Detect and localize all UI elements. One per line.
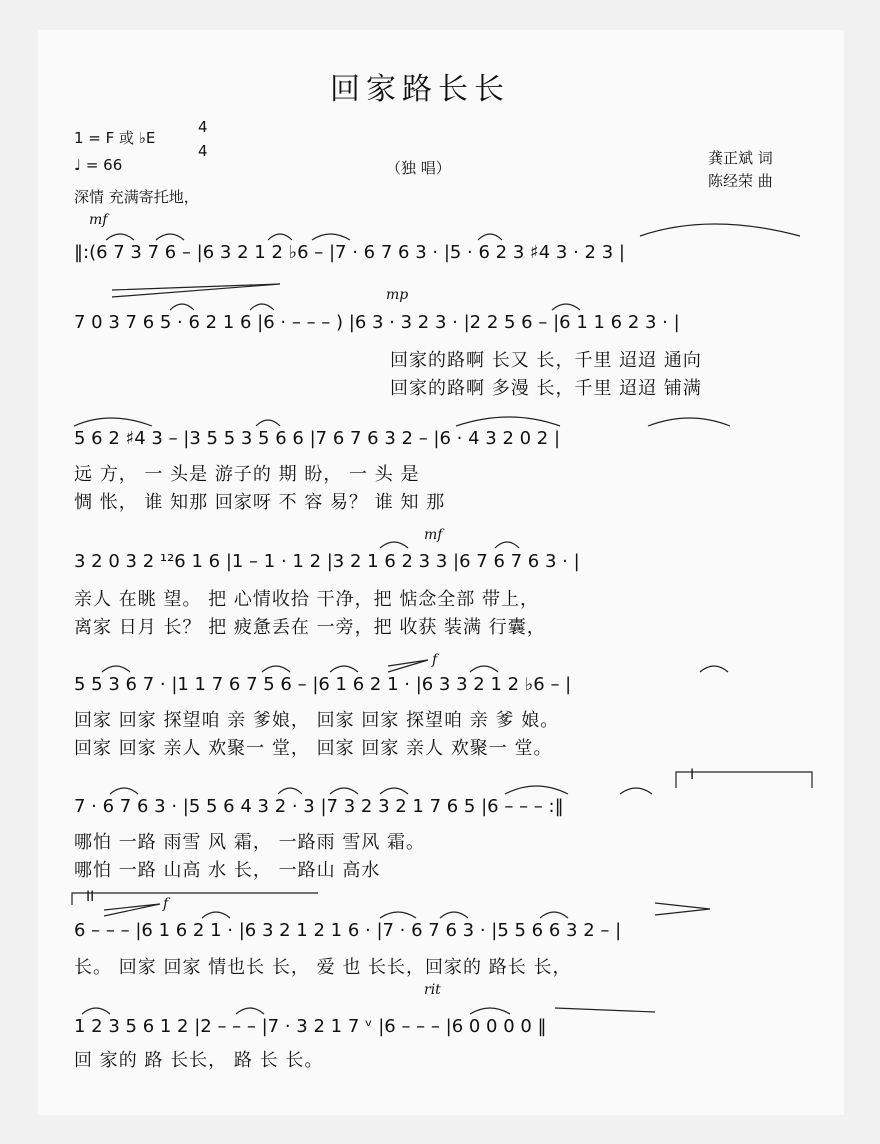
notation-row-1: ‖:(6 7 3 7 6 – |6 3 2 1 2 ♭6 – |7 · 6 7 6 3 · |5 · 6 2 3 ♯4 3 · 2 3 | (74, 242, 625, 263)
dynamic-f-1: f (432, 652, 438, 668)
volta-1-label: I (690, 767, 695, 783)
lyric-row-3-verse-1: 远 方， 一 头是 游子的 期 盼， 一 头 是 (74, 464, 420, 485)
lyric-row-7: 长。 回家 回家 情也长 长， 爱 也 长长，回家的 路长 长， (74, 957, 572, 978)
tempo-mark: ♩ = 66 (74, 156, 123, 174)
dynamic-mf-1: mf (89, 212, 108, 228)
dynamic-f-2: f (163, 896, 169, 912)
notation-row-7: 6 – – – |6 1 6 2 1 · |6 3 2 1 2 1 6 · |7 · 6 7 6 3 · |5 5 6 6 3 2 – | (74, 920, 622, 941)
time-signature-bottom: 4 (198, 142, 208, 160)
lyricist: 龚正斌 词 (708, 149, 773, 167)
song-title: 回家路长长 (330, 72, 510, 107)
lyric-row-5-verse-1: 回家 回家 探望咱 亲 爹娘， 回家 回家 探望咱 亲 爹 娘。 (74, 710, 560, 731)
notation-row-4: 3 2 0 3 2 ¹²6 1 6 |1 – 1 · 1 2 |3 2 1 6 2 3 3 |6 7 6 7 6 3 · | (74, 551, 580, 572)
notation-row-8: 1 2 3 5 6 1 2 |2 – – – |7 · 3 2 1 7 ᵛ |6 – – – |6 0 0 0 0 ‖ (74, 1016, 547, 1037)
composer: 陈经荣 曲 (708, 172, 773, 190)
dynamic-mf-2: mf (424, 527, 443, 543)
time-signature-top: 4 (198, 118, 208, 136)
performance-type: （独 唱） (386, 159, 451, 177)
lyric-row-2-verse-1: 回家的路啊 长又 长，千里 迢迢 通向 (390, 350, 702, 371)
volta-2-label: II (86, 889, 95, 905)
expression-mark: 深情 充满寄托地， (74, 188, 199, 206)
key-signature: 1 = F 或 ♭E (74, 129, 156, 147)
dynamic-mp: mp (386, 287, 409, 303)
ritardando-mark: rit (424, 982, 441, 998)
notation-row-6: 7 · 6 7 6 3 · |5 5 6 4 3 2 · 3 |7 3 2 3 2 1 7 6 5 |6 – – – :‖ (74, 796, 564, 817)
lyric-row-4-verse-1: 亲人 在眺 望。 把 心情收拾 干净，把 惦念全部 带上， (74, 589, 540, 610)
lyric-row-3-verse-2: 惆 怅， 谁 知那 回家呀 不 容 易？ 谁 知 那 (74, 492, 446, 513)
lyric-row-2-verse-2: 回家的路啊 多漫 长，千里 迢迢 铺满 (390, 378, 702, 399)
lyric-row-4-verse-2: 离家 日月 长？ 把 疲惫丢在 一旁，把 收获 装满 行囊， (74, 617, 546, 638)
lyric-row-8: 回 家的 路 长长， 路 长 长。 (74, 1050, 324, 1071)
notation-row-2: 7 0 3 7 6 5 · 6 2 1 6 |6 · – – – ) |6 3 · 3 2 3 · |2 2 5 6 – |6 1 1 6 2 3 · | (74, 312, 680, 333)
lyric-row-6-verse-2: 哪怕 一路 山高 水 长， 一路山 高水 (74, 860, 381, 881)
lyric-row-5-verse-2: 回家 回家 亲人 欢聚一 堂， 回家 回家 亲人 欢聚一 堂。 (74, 738, 553, 759)
lyric-row-6-verse-1: 哪怕 一路 雨雪 风 霜， 一路雨 雪风 霜。 (74, 832, 426, 853)
notation-row-3: 5 6 2 ♯4 3 – |3 5 5 3 5 6 6 |7 6 7 6 3 2 – |6 · 4 3 2 0 2 | (74, 428, 561, 449)
notation-row-5: 5 5 3 6 7 · |1 1 7 6 7 5 6 – |6 1 6 2 1 · |6 3 3 2 1 2 ♭6 – | (74, 674, 572, 695)
